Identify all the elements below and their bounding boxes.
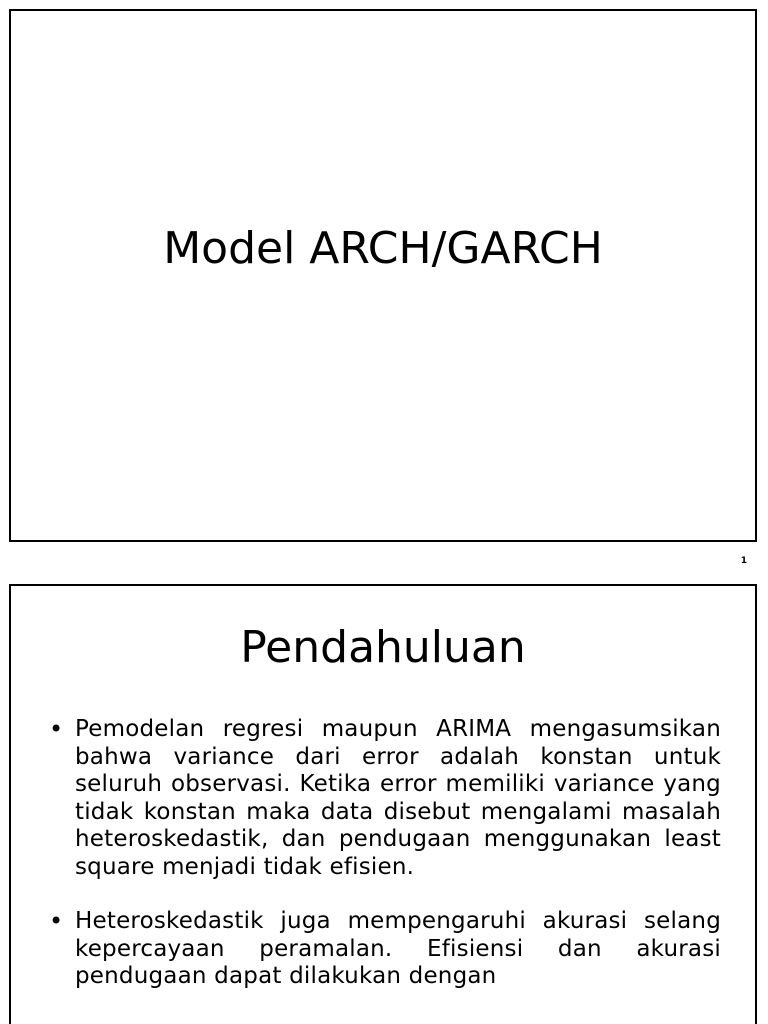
slide-title: Model ARCH/GARCH [163,223,603,274]
list-item [49,716,721,881]
slide-title-page [9,9,757,542]
bullet-text: Heteroskedastik juga mempengaruhi akurasi selang kepercayaan peramalan. Efisiensi dan akurasi pendugaan dapat dilakukan dengan [75,908,721,989]
bullet-text: Pemodelan regresi maupun ARIMA mengasumsikan bahwa variance dari error adalah konstan untuk seluruh observasi. Ketika error memiliki variance yang tidak konstan maka data disebut mengalami masalah heteroskedastik, dan pendugaan menggunakan least square menjadi tidak efisien. [75,716,721,880]
bullet-icon: • [49,715,64,743]
page-number: 1 [740,556,747,566]
list-item [49,908,721,991]
slide-pendahuluan [9,584,757,1024]
slide-heading: Pendahuluan [240,622,526,673]
bullet-icon: • [49,907,64,935]
bullet-list [49,716,721,1018]
